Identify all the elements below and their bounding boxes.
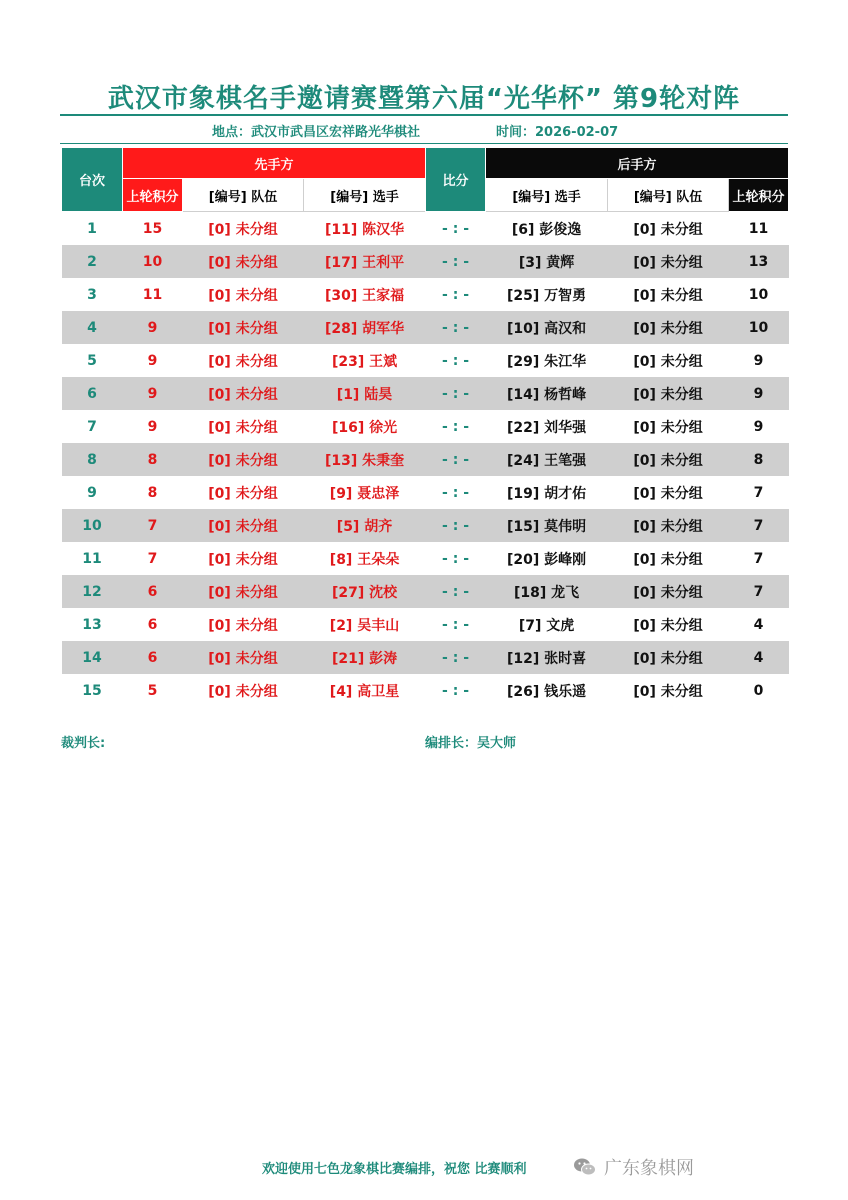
second-player: [6] 彭俊逸 [511, 221, 582, 238]
board-number: 1 [87, 220, 97, 237]
first-prev-points: 9 [147, 418, 158, 435]
second-player: [15] 莫伟明 [486, 509, 608, 542]
match-score: - : - [442, 484, 470, 501]
match-score: - : - [426, 443, 486, 476]
table-row [62, 311, 789, 344]
second-team: [0] 未分组 [633, 617, 703, 634]
first-player-header: [编号] 选手 [304, 179, 426, 212]
first-team: [0] 未分组 [208, 419, 278, 436]
second-player-header: [编号] 选手 [486, 179, 608, 212]
second-player: [22] 刘华强 [506, 419, 587, 436]
board-number: 6 [62, 377, 123, 410]
second-team: [0] 未分组 [608, 575, 729, 608]
second-prev-points: 13 [729, 245, 789, 278]
first-team: [0] 未分组 [183, 575, 304, 608]
second-player: [7] 文虎 [518, 617, 575, 634]
board-number: 8 [62, 443, 123, 476]
second-prev-points: 7 [729, 575, 789, 608]
second-player: [26] 钱乐遥 [506, 683, 587, 700]
match-score: - : - [442, 550, 470, 567]
match-score: - : - [442, 286, 470, 303]
second-prev-points: 10 [748, 286, 769, 303]
board-number: 13 [82, 616, 102, 633]
second-prev-points-header: 上轮积分 [729, 179, 789, 212]
pairing-table [61, 147, 789, 707]
second-team: [0] 未分组 [608, 641, 729, 674]
wechat-icon [572, 1154, 598, 1180]
title-divider [60, 114, 788, 116]
second-prev-points: 0 [753, 682, 764, 699]
first-team: [0] 未分组 [183, 311, 304, 344]
board-number: 5 [87, 352, 97, 369]
board-number: 9 [87, 484, 97, 501]
first-team: [0] 未分组 [208, 683, 278, 700]
first-prev-points: 8 [123, 443, 183, 476]
table-row [62, 443, 789, 476]
first-player: [5] 胡齐 [304, 509, 426, 542]
first-prev-points-header: 上轮积分 [123, 179, 183, 212]
chief-referee-label: 裁判长: [61, 736, 106, 751]
first-team: [0] 未分组 [208, 221, 278, 238]
second-player: [10] 高汉和 [486, 311, 608, 344]
first-team: [0] 未分组 [183, 377, 304, 410]
second-player: [24] 王笔强 [486, 443, 608, 476]
first-prev-points: 6 [123, 575, 183, 608]
table-row [62, 575, 789, 608]
first-team: [0] 未分组 [208, 551, 278, 568]
first-player: [17] 王利平 [304, 245, 426, 278]
second-team: [0] 未分组 [633, 287, 703, 304]
first-prev-points: 8 [147, 484, 158, 501]
first-prev-points: 6 [123, 641, 183, 674]
table-row [62, 245, 789, 278]
first-prev-points: 7 [123, 509, 183, 542]
second-prev-points: 11 [748, 220, 769, 237]
second-team-header: [编号] 队伍 [608, 179, 729, 212]
header-row-top [62, 148, 789, 179]
venue-text: 地点：武汉市武昌区宏祥路光华棋社 [212, 125, 421, 140]
second-player: [14] 杨哲峰 [486, 377, 608, 410]
table-row [62, 542, 789, 575]
second-player: [12] 张时喜 [486, 641, 608, 674]
first-team: [0] 未分组 [183, 509, 304, 542]
table-row [62, 674, 789, 707]
second-prev-points: 7 [753, 550, 764, 567]
board-number: 7 [87, 418, 97, 435]
table-row [62, 410, 789, 443]
board-number: 12 [62, 575, 123, 608]
page-title: 武汉市象棋名手邀请赛暨第六届“光华杯” 第9轮对阵 [107, 84, 741, 114]
table-row [62, 278, 789, 311]
first-prev-points: 6 [147, 616, 158, 633]
first-player: [16] 徐光 [331, 419, 398, 436]
second-prev-points: 7 [729, 509, 789, 542]
second-team: [0] 未分组 [633, 485, 703, 502]
second-team: [0] 未分组 [633, 221, 703, 238]
second-prev-points: 10 [729, 311, 789, 344]
first-player: [28] 胡军华 [304, 311, 426, 344]
match-score: - : - [426, 509, 486, 542]
score-header: 比分 [426, 148, 486, 212]
match-score: - : - [442, 418, 470, 435]
table-row [62, 476, 789, 509]
first-prev-points: 9 [147, 352, 158, 369]
first-side-header: 先手方 [123, 148, 426, 179]
second-prev-points: 4 [753, 616, 764, 633]
second-team: [0] 未分组 [608, 509, 729, 542]
match-score: - : - [426, 377, 486, 410]
watermark-text: 广东象棋网 [604, 1158, 694, 1179]
match-score: - : - [426, 311, 486, 344]
first-team: [0] 未分组 [183, 443, 304, 476]
first-player: [8] 王朵朵 [329, 551, 400, 568]
second-prev-points: 9 [753, 352, 764, 369]
event-info [60, 121, 788, 141]
first-player: [2] 吴丰山 [329, 617, 400, 634]
table-row [62, 377, 789, 410]
second-player: [18] 龙飞 [486, 575, 608, 608]
board-number: 2 [62, 245, 123, 278]
second-team: [0] 未分组 [608, 443, 729, 476]
second-player: [25] 万智勇 [506, 287, 587, 304]
first-team: [0] 未分组 [208, 353, 278, 370]
match-score: - : - [442, 682, 470, 699]
second-team: [0] 未分组 [608, 377, 729, 410]
table-row [62, 509, 789, 542]
match-score: - : - [442, 352, 470, 369]
first-player: [4] 高卫星 [329, 683, 400, 700]
second-team: [0] 未分组 [608, 311, 729, 344]
first-player: [9] 聂忠泽 [329, 485, 400, 502]
table-row [62, 212, 789, 246]
first-prev-points: 11 [142, 286, 163, 303]
second-team: [0] 未分组 [633, 551, 703, 568]
first-player: [11] 陈汉华 [324, 221, 405, 238]
match-score: - : - [442, 616, 470, 633]
first-player: [13] 朱秉奎 [304, 443, 426, 476]
footer-text: 欢迎使用七色龙象棋比赛编排，祝您 比赛顺利 [262, 1162, 527, 1177]
first-team: [0] 未分组 [208, 287, 278, 304]
table-row [62, 641, 789, 674]
date-text: 时间：2026-02-07 [496, 125, 619, 140]
board-number: 14 [62, 641, 123, 674]
second-prev-points: 7 [753, 484, 764, 501]
header-row-bottom [62, 179, 789, 212]
second-side-header: 后手方 [486, 148, 789, 179]
match-score: - : - [442, 220, 470, 237]
first-prev-points: 7 [147, 550, 158, 567]
first-prev-points: 5 [147, 682, 158, 699]
match-score: - : - [426, 575, 486, 608]
second-team: [0] 未分组 [633, 353, 703, 370]
first-player: [27] 沈校 [304, 575, 426, 608]
second-prev-points: 9 [753, 418, 764, 435]
board-number: 4 [62, 311, 123, 344]
first-team: [0] 未分组 [183, 641, 304, 674]
first-team: [0] 未分组 [208, 617, 278, 634]
first-prev-points: 10 [123, 245, 183, 278]
first-player: [21] 彭涛 [304, 641, 426, 674]
match-score: - : - [426, 245, 486, 278]
second-player: [20] 彭峰刚 [506, 551, 587, 568]
first-prev-points: 15 [142, 220, 163, 237]
info-divider [60, 143, 788, 144]
second-prev-points: 4 [729, 641, 789, 674]
first-team-header: [编号] 队伍 [183, 179, 304, 212]
second-team: [0] 未分组 [633, 419, 703, 436]
chief-scheduler-label: 编排长：吴大师 [425, 736, 517, 751]
board-number: 15 [82, 682, 102, 699]
second-prev-points: 8 [729, 443, 789, 476]
first-player: [1] 陆昊 [304, 377, 426, 410]
first-team: [0] 未分组 [208, 485, 278, 502]
board-number: 3 [87, 286, 97, 303]
second-team: [0] 未分组 [633, 683, 703, 700]
first-player: [30] 王家福 [324, 287, 405, 304]
first-prev-points: 9 [123, 311, 183, 344]
match-score: - : - [426, 641, 486, 674]
second-player: [19] 胡才佑 [506, 485, 587, 502]
board-number: 11 [82, 550, 102, 567]
second-prev-points: 9 [729, 377, 789, 410]
board-header: 台次 [62, 148, 123, 212]
first-prev-points: 9 [123, 377, 183, 410]
table-row [62, 344, 789, 377]
second-team: [0] 未分组 [608, 245, 729, 278]
watermark [566, 1150, 700, 1184]
second-player: [29] 朱江华 [506, 353, 587, 370]
board-number: 10 [62, 509, 123, 542]
table-row [62, 608, 789, 641]
first-team: [0] 未分组 [183, 245, 304, 278]
first-player: [23] 王斌 [331, 353, 398, 370]
second-player: [3] 黄辉 [486, 245, 608, 278]
